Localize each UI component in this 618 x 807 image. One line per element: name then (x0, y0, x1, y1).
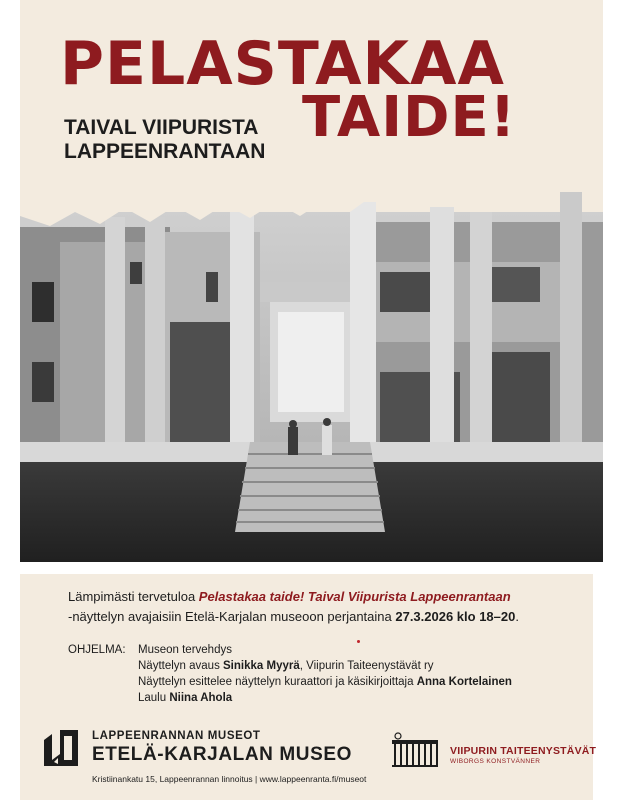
welcome-suffix: . (515, 609, 519, 624)
program-person: Sinikka Myyrä (223, 660, 300, 672)
building-photo (20, 172, 603, 562)
program-item (138, 690, 512, 706)
program-item-text: Näyttelyn avaus (138, 660, 224, 672)
program-item (138, 642, 512, 658)
partner-branding (450, 745, 596, 765)
event-time: 27.3.2026 klo 18–20 (395, 609, 516, 624)
program-label: OHJELMA: (68, 644, 126, 656)
partner-subtitle: WIBORGS KONSTVÄNNER (450, 758, 541, 765)
organization-name: LAPPEENRANNAN MUSEOT (92, 730, 261, 742)
program-item-text: Laulu (138, 692, 170, 704)
program-item (138, 674, 512, 690)
exhibition-name: Pelastakaa taide! Taival Viipurista Lappeenrantaan (198, 589, 511, 604)
program-item (138, 658, 512, 674)
poster-subtitle-line1: TAIVAL VIIPURISTA (64, 116, 259, 139)
poster-title-line1: PELASTAKAA (60, 29, 505, 99)
welcome-text (68, 587, 583, 627)
program-item-text: Museon tervehdys (138, 644, 232, 656)
poster-subtitle-line2: LAPPEENRANTAAN (64, 140, 266, 163)
partner-name: VIIPURIN TAITEENYSTÄVÄT (450, 745, 597, 757)
poster-subtitle (64, 116, 265, 164)
colonnade-photo-illustration (20, 172, 603, 562)
program-item-text: Näyttelyn esittelee näyttelyn kuraattori ja käsikirjoittaja (138, 676, 417, 688)
invitation-card (20, 574, 597, 800)
welcome-middle: -näyttelyn avajaisiin Etelä-Karjalan museoon perjantaina (68, 609, 396, 624)
museum-logo-icon (44, 730, 78, 766)
exhibition-poster (20, 0, 603, 562)
poster-title-line2: TAIDE! (302, 85, 517, 150)
welcome-prefix: Lämpimästi tervetuloa (68, 589, 199, 604)
museum-name: ETELÄ-KARJALAN MUSEO (92, 744, 353, 765)
program-person: Niina Ahola (169, 692, 233, 704)
program-items (138, 642, 512, 706)
program-item-text: , Viipurin Taiteenystävät ry (299, 660, 434, 672)
program-person: Anna Kortelainen (416, 676, 512, 688)
partner-building-icon (390, 732, 440, 768)
museum-branding (92, 730, 352, 766)
museum-address: Kristiinankatu 15, Lappeenrannan linnoitus | www.lappeenranta.fi/museot (92, 774, 367, 784)
